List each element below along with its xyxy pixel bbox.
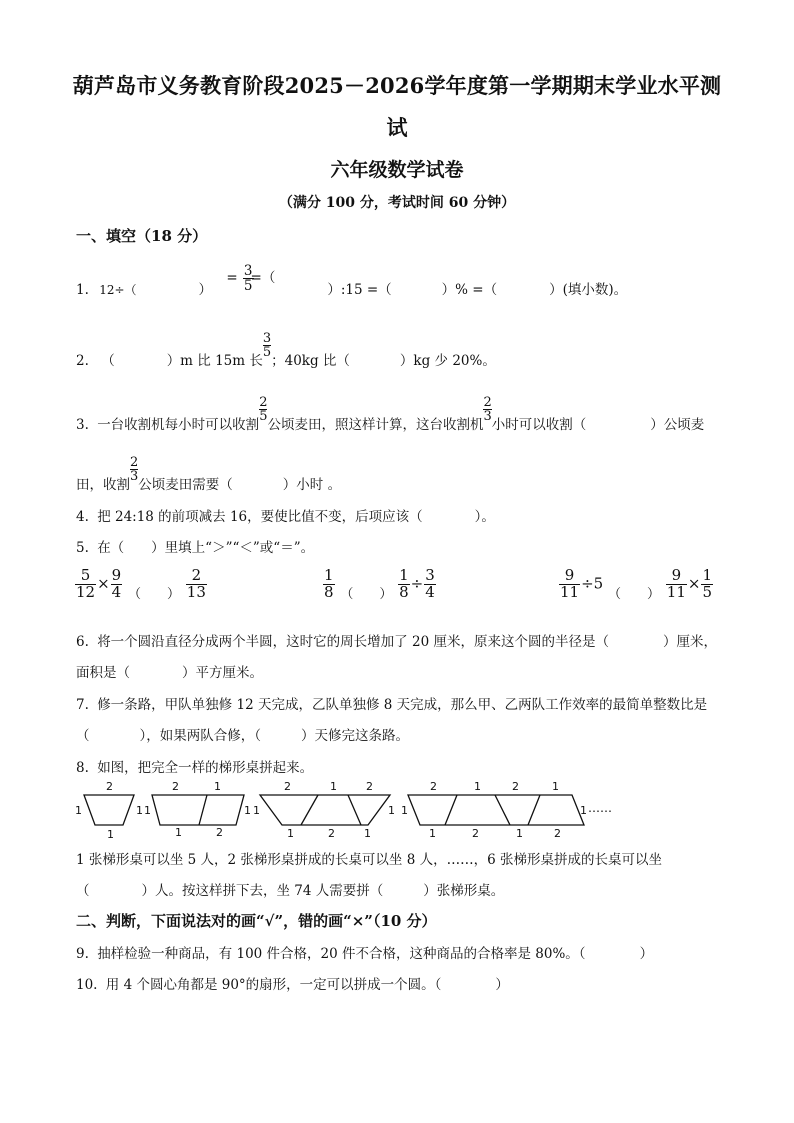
q5-operator: × [687,574,701,593]
question-6-line-1 [76,630,717,650]
table-label: 1 [330,780,337,793]
exam-title: 葫芦岛市义务教育阶段2025－2026学年度第一学期期末学业水平测 [72,73,722,98]
q10-text: 用 4 个圆心角都是 90°的扇形，一定可以拼成一个圆。（ [105,977,442,993]
table-label: 1 [253,804,260,817]
table-label: 1 [516,827,523,840]
question-8-line-2 [76,879,504,899]
q4-text-end: ）。 [474,509,495,525]
question-number: 2. [76,353,89,369]
question-number: 1. [76,282,89,299]
trapezoid-tables-figure [72,778,632,840]
table-label: 1 [474,780,481,793]
q9-text-end: ） [639,946,654,962]
q3-fraction-3: $\frac{2}{3}$ [130,455,139,484]
section-heading-true-false: 二、判断，下面说法对的画“√”，错的画“×”（10 分） [76,912,437,930]
q1-text-b: ） [198,282,213,299]
q8-intro: 如图，把完全一样的梯形桌拼起来。 [97,760,314,776]
question-8 [76,756,313,776]
q3-text-4: ）公顷麦 [650,417,705,433]
q1-text-f: ）(填小数)。 [549,282,628,299]
q5-operator: ÷ [581,574,594,593]
exam-note: （满分 100 分，考试时间 60 分钟） [278,195,516,211]
q5-compare-3 [558,568,714,601]
q1-equals: = [226,270,238,287]
q3-text-5: 田，收割 [76,477,130,493]
q7-text-2c: ）天修完这条路。 [301,728,409,744]
table-label: 1 [144,804,151,817]
q7-text-1: 修一条路，甲队单独修 12 天完成，乙队单独修 8 天完成，那么甲、乙两队工作效率的最简单整数比是 [97,697,708,713]
q5-fraction: $\frac{1}{8}$ [399,566,409,601]
q1-text-c: =（ [250,270,276,287]
q5-integer: 5 [593,574,604,593]
q2-text-2: ）m 比 15m 长 [166,353,263,369]
table-label: 2 [366,780,373,793]
q5-compare-1 [74,568,208,601]
question-number: 10. [76,977,98,993]
table-label: 2 [216,826,223,839]
q8-text-1: 1 张梯形桌可以坐 5 人，2 张梯形桌拼成的长桌可以坐 8 人，……，6 张梯形桌拼成的长桌可以坐 [76,852,662,868]
q6-text-1: 将一个圆沿直径分成两个半圆，这时它的周长增加了 20 厘米，原来这个圆的半径是（ [97,634,609,650]
question-10 [76,973,509,993]
table-label: 1 [287,827,294,840]
exam-subtitle: 六年级数学试卷 [330,159,464,181]
q6-text-2: 面积是（ [76,665,130,681]
table-label: 1 [364,827,371,840]
q5-fraction: $\frac{2}{13}$ [186,566,206,601]
q5-answer-blank[interactable]: （ ） [608,587,661,603]
trapezoid-group-1 [84,795,134,825]
question-3-line-2 [76,455,342,493]
section-heading-fill-in: 一、填空（18 分） [76,227,208,245]
question-1 [76,263,628,305]
table-label: 2 [512,780,519,793]
q10-text-end: ） [495,977,509,993]
question-number: 4. [76,509,89,525]
q5-operator: × [97,574,110,593]
table-label: 1 [388,804,395,817]
q1-fraction: $\frac{3}{5}$ [243,263,253,295]
q5-fraction: $\frac{9}{11}$ [560,566,580,601]
table-label: 1 [244,804,251,817]
question-number: 3. [76,417,89,433]
table-label: 2 [172,780,179,793]
question-4 [76,505,495,525]
q5-fraction: $\frac{9}{11}$ [666,566,686,601]
q2-fraction: $\frac{3}{5}$ [262,331,272,360]
question-number: 7. [76,697,89,713]
q8-text-2b: ）人。按这样拼下去，坐 74 人需要拼（ [141,883,384,899]
question-3-line-1 [76,395,705,433]
trapezoid-group-2 [152,795,244,825]
table-label: 2 [106,780,113,793]
q5-compare-2 [322,568,437,601]
table-label: 1 [401,804,408,817]
q1-text-a: 12÷（ [99,283,137,298]
question-number: 9. [76,946,89,962]
question-6-line-2 [76,661,263,681]
table-label: 1 [552,780,559,793]
q7-text-2b: ），如果两队合修，（ [139,728,261,744]
q2-text-1: （ [101,353,115,369]
q5-fraction: $\frac{1}{5}$ [702,566,713,601]
q5-answer-blank[interactable]: （ ） [128,587,181,603]
question-number: 5. [76,540,89,556]
question-7-line-1 [76,693,707,713]
table-label: 1 [429,827,436,840]
table-label: 1 [75,804,82,817]
q3-text-2: 公顷麦田，照这样计算，这台收割机 [267,417,484,433]
table-label: 2 [430,780,437,793]
q3-text-6: 公顷麦田需要（ [138,477,233,493]
question-2 [76,331,496,369]
q3-text-3: 小时可以收割（ [491,417,587,433]
q1-text-e: ）% =（ [441,282,498,299]
question-8-line-1 [76,848,662,868]
q3-fraction-2: $\frac{2}{3}$ [483,395,492,424]
q5-answer-blank[interactable]: （ ） [340,587,393,603]
q3-text-7: ）小时 。 [282,477,342,493]
q5-fraction: $\frac{9}{4}$ [111,566,122,601]
question-9 [76,942,653,962]
q5-fraction: $\frac{5}{12}$ [76,566,96,601]
table-label: 1 [580,804,587,817]
q5-text: 在（ ）里填上“＞”“＜”或“＝”。 [97,540,315,556]
q8-text-2a: （ [76,883,90,899]
q6-text-2-end: ）平方厘米。 [182,665,263,681]
q6-text-1-end: ）厘米， [662,634,717,650]
trapezoid-group-4 [408,795,584,825]
q9-text: 抽样检验一种商品，有 100 件合格，20 件不合格，这种商品的合格率是 80%。（ [97,946,586,962]
q3-fraction-1: $\frac{2}{5}$ [259,395,268,424]
q3-text-1: 一台收割机每小时可以收割 [97,417,260,433]
table-label: 2 [328,827,335,840]
q2-text-3: ；40kg 比（ [271,353,350,369]
continuation-ellipsis: …… [588,801,612,815]
q5-operator: ÷ [410,574,424,593]
table-label: 1 [175,826,182,839]
question-number: 8. [76,760,89,776]
q8-text-2c: ）张梯形桌。 [423,883,505,899]
question-5 [76,536,314,556]
q1-text-d: ）:15 =（ [327,282,392,299]
trapezoid-group-3 [260,795,390,825]
exam-title-continued: 试 [386,115,408,140]
table-label: 1 [214,780,221,793]
question-number: 6. [76,634,89,650]
q7-text-2a: （ [76,728,90,744]
question-7-line-2 [76,724,409,744]
q2-text-4: ）kg 少 20%。 [399,353,496,369]
table-label: 2 [284,780,291,793]
table-label: 1 [107,828,114,840]
table-label: 2 [472,827,479,840]
q5-fraction: $\frac{1}{8}$ [324,566,334,601]
q4-text: 把 24:18 的前项减去 16，要使比值不变，后项应该（ [97,509,423,525]
table-label: 1 [136,804,143,817]
table-label: 2 [554,827,561,840]
q5-fraction: $\frac{3}{4}$ [425,566,435,601]
